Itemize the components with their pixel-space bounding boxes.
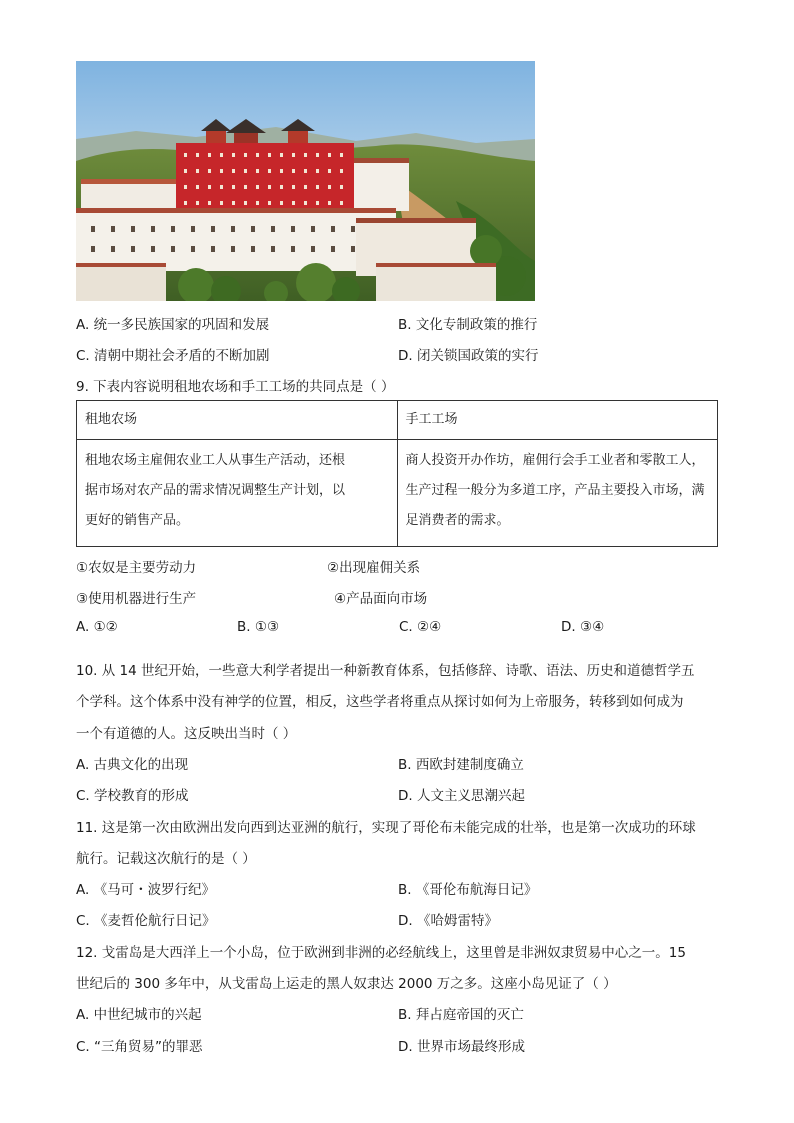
q9-item-2: ②出现雇佣关系 <box>327 560 421 576</box>
q8-option-a[interactable]: A. 统一多民族国家的巩固和发展 <box>76 317 270 333</box>
q11-option-d[interactable]: D. 《哈姆雷特》 <box>398 913 498 929</box>
q9-item-1: ①农奴是主要劳动力 <box>76 560 197 576</box>
q12-stem-line: 12. 戈雷岛是大西洋上一个小岛，位于欧洲到非洲的必经航线上，这里曾是非洲奴隶贸易中心之一。15 <box>76 945 686 961</box>
q11-option-c[interactable]: C. 《麦哲伦航行日记》 <box>76 913 216 929</box>
q12-option-d[interactable]: D. 世界市场最终形成 <box>398 1039 525 1055</box>
q10-option-d[interactable]: D. 人文主义思潮兴起 <box>398 788 525 804</box>
q10-stem-line: 10. 从 14 世纪开始，一些意大利学者提出一种新教育体系，包括修辞、诗歌、语法、历史和道德哲学五 <box>76 663 695 679</box>
q10-option-c[interactable]: C. 学校教育的形成 <box>76 788 189 804</box>
q9-item-4: ④产品面向市场 <box>334 591 428 607</box>
cell-line: 租地农场主雇佣农业工人从事生产活动，还根 <box>85 453 346 468</box>
q9-item-3: ③使用机器进行生产 <box>76 591 197 607</box>
q9-table <box>76 400 718 547</box>
cell-line: 生产过程一般分为多道工序，产品主要投入市场，满 <box>405 483 705 498</box>
q10-stem-line: 个学科。这个体系中没有神学的位置，相反，这些学者将重点从探讨如何为上帝服务，转移到如何成为 <box>76 694 684 710</box>
cell-line: 足消费者的需求。 <box>405 513 510 528</box>
q11-stem-line: 航行。记载这次航行的是（ ） <box>76 851 256 867</box>
q12-option-c[interactable]: C. “三角贸易”的罪恶 <box>76 1039 203 1055</box>
q9-option-a[interactable]: A. ①② <box>76 619 118 635</box>
q12-option-a[interactable]: A. 中世纪城市的兴起 <box>76 1007 202 1023</box>
q12-stem-line: 世纪后的 300 多年中，从戈雷岛上运走的黑人奴隶达 2000 万之多。这座小岛见证了（ ） <box>76 976 617 992</box>
q10-option-b[interactable]: B. 西欧封建制度确立 <box>398 757 524 773</box>
q8-option-b[interactable]: B. 文化专制政策的推行 <box>398 317 538 333</box>
table-cell-farm <box>77 440 398 547</box>
cell-line: 更好的销售产品。 <box>85 513 190 528</box>
table-header-cell: 手工工场 <box>397 401 718 440</box>
q8-option-c[interactable]: C. 清朝中期社会矛盾的不断加剧 <box>76 348 270 364</box>
palace-photo <box>76 61 535 301</box>
cell-line: 据市场对农产品的需求情况调整生产计划，以 <box>85 483 346 498</box>
table-cell-workshop <box>397 440 718 547</box>
q9-option-d[interactable]: D. ③④ <box>561 619 605 635</box>
q11-option-a[interactable]: A. 《马可・波罗行纪》 <box>76 882 216 898</box>
q10-stem-line: 一个有道德的人。这反映出当时（ ） <box>76 726 297 742</box>
q8-option-d[interactable]: D. 闭关锁国政策的实行 <box>398 348 539 364</box>
q9-option-c[interactable]: C. ②④ <box>399 619 442 635</box>
q10-option-a[interactable]: A. 古典文化的出现 <box>76 757 189 773</box>
q11-option-b[interactable]: B. 《哥伦布航海日记》 <box>398 882 538 898</box>
q11-stem-line: 11. 这是第一次由欧洲出发向西到达亚洲的航行，实现了哥伦布未能完成的壮举，也是第一次成功的环球 <box>76 820 696 836</box>
q12-option-b[interactable]: B. 拜占庭帝国的灭亡 <box>398 1007 524 1023</box>
q9-stem: 9. 下表内容说明租地农场和手工工场的共同点是（ ） <box>76 379 395 395</box>
table-header-cell: 租地农场 <box>77 401 398 440</box>
cell-line: 商人投资开办作坊，雇佣行会手工业者和零散工人， <box>405 453 705 468</box>
q9-option-b[interactable]: B. ①③ <box>237 619 280 635</box>
